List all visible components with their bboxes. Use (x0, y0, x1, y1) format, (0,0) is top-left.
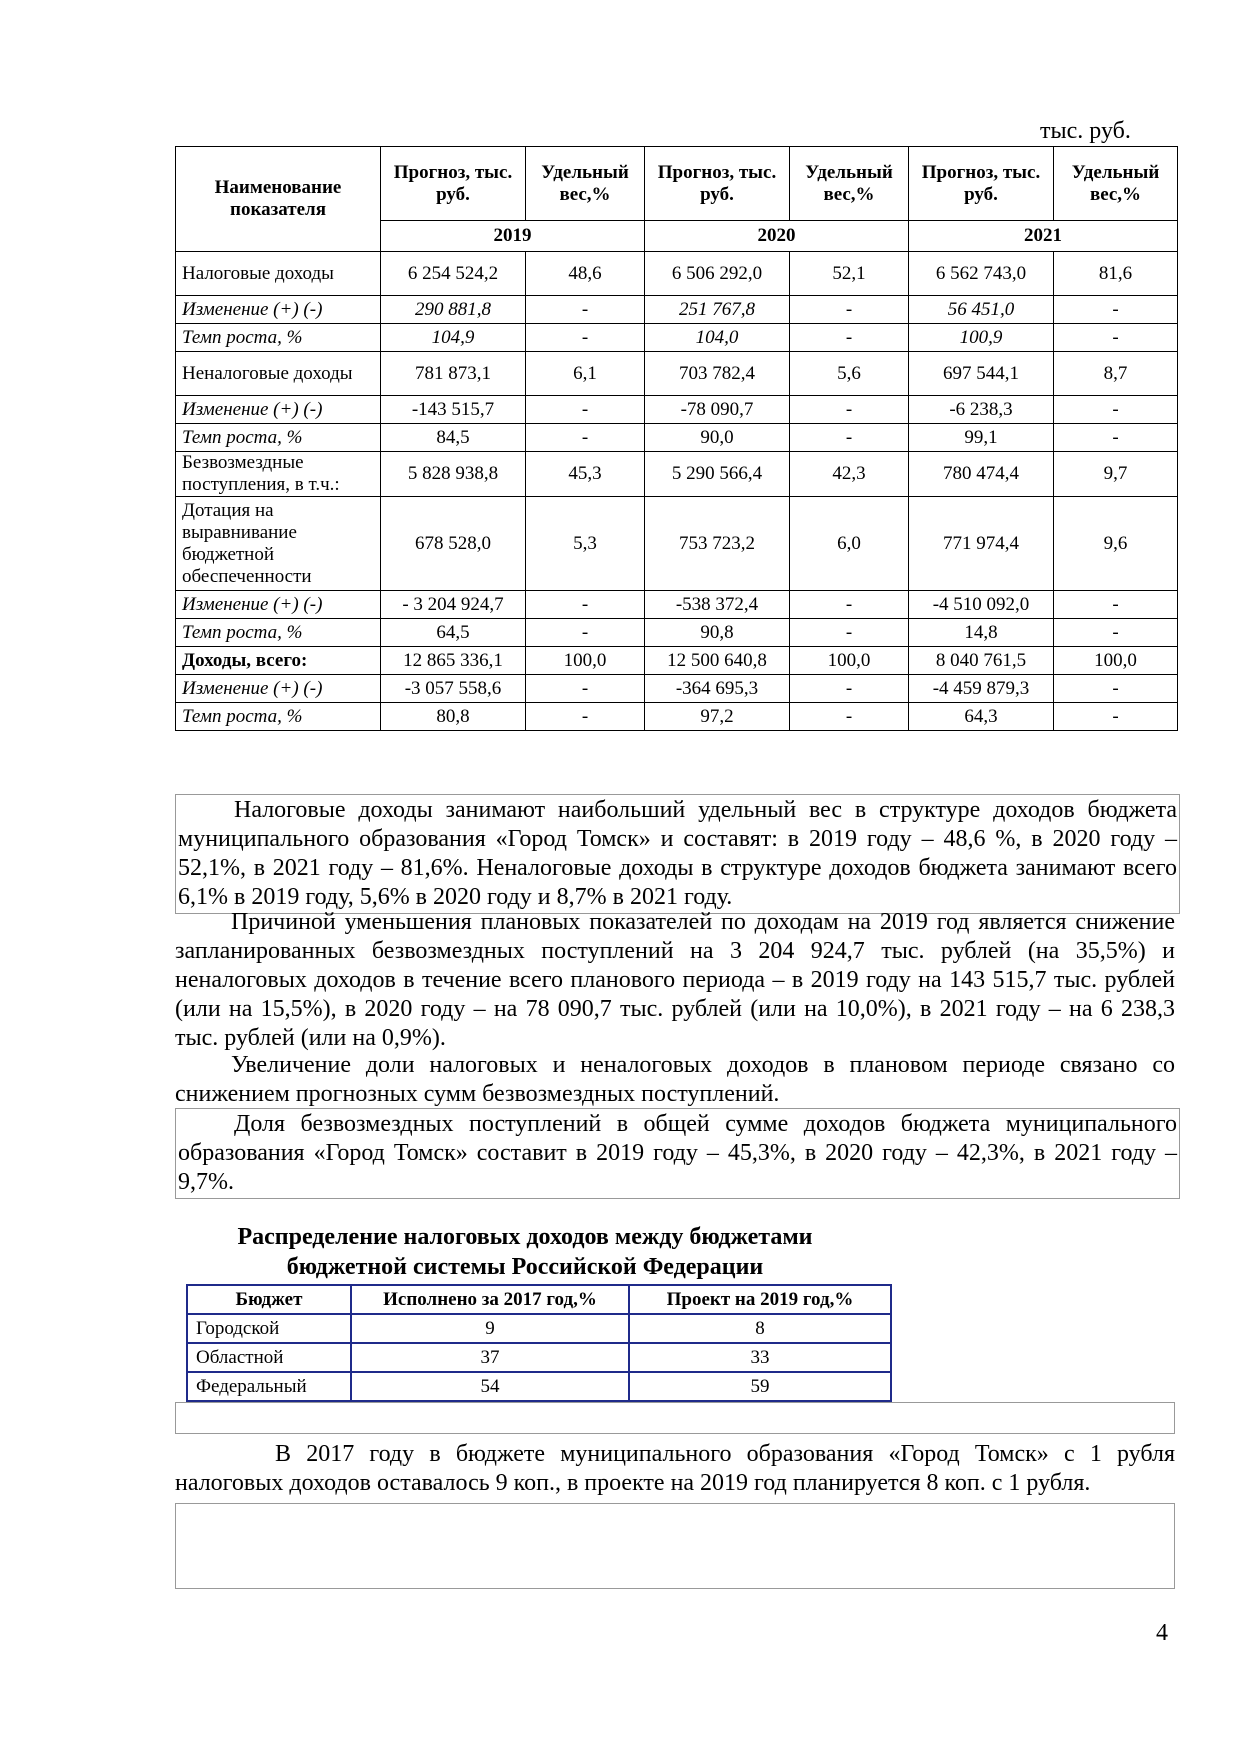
row-label: Доходы, всего: (176, 647, 381, 675)
forecast-value: 753 723,2 (645, 497, 790, 591)
weight-value: - (790, 424, 909, 452)
forecast-value: 90,0 (645, 424, 790, 452)
executed-value: 9 (351, 1314, 629, 1343)
row-label: Темп роста, % (176, 324, 381, 352)
header-budget: Бюджет (187, 1285, 351, 1314)
executed-value: 37 (351, 1343, 629, 1372)
executed-value: 54 (351, 1372, 629, 1401)
weight-value: - (790, 396, 909, 424)
table-row (176, 591, 1178, 619)
unit-note: тыс. руб. (1040, 118, 1131, 144)
weight-value: 45,3 (526, 452, 645, 497)
table-row (176, 675, 1178, 703)
weight-value: - (526, 324, 645, 352)
weight-value: - (526, 619, 645, 647)
weight-value: 100,0 (1054, 647, 1178, 675)
forecast-value: 14,8 (909, 619, 1054, 647)
forecast-value: 99,1 (909, 424, 1054, 452)
row-label: Изменение (+) (-) (176, 396, 381, 424)
forecast-value: 6 254 524,2 (381, 252, 526, 296)
weight-value: 9,7 (1054, 452, 1178, 497)
table-row (176, 324, 1178, 352)
row-label: Изменение (+) (-) (176, 591, 381, 619)
project-value: 59 (629, 1372, 891, 1401)
weight-value: - (1054, 591, 1178, 619)
forecast-value: 8 040 761,5 (909, 647, 1054, 675)
header-forecast: Прогноз, тыс. руб. (909, 147, 1054, 221)
paragraph-grant-share: Доля безвозмездных поступлений в общей сумме доходов бюджета муниципального образования «Город Томск» составит в 2019 году – 45,3%, в 2020 году – 42,3%, в 2021 году – 9,7%. (175, 1108, 1180, 1199)
table-row (176, 296, 1178, 324)
table-row (176, 252, 1178, 296)
budget-name: Областной (187, 1343, 351, 1372)
weight-value: 81,6 (1054, 252, 1178, 296)
forecast-value: 64,3 (909, 703, 1054, 731)
header-weight: Удельный вес,% (790, 147, 909, 221)
weight-value: 9,6 (1054, 497, 1178, 591)
weight-value: 42,3 (790, 452, 909, 497)
forecast-value: -364 695,3 (645, 675, 790, 703)
forecast-value: 90,8 (645, 619, 790, 647)
table-row (176, 619, 1178, 647)
weight-value: - (1054, 675, 1178, 703)
header-forecast: Прогноз, тыс. руб. (381, 147, 526, 221)
forecast-value: 5 828 938,8 (381, 452, 526, 497)
empty-frame (175, 1402, 1175, 1434)
forecast-value: 771 974,4 (909, 497, 1054, 591)
page-number: 4 (1156, 1620, 1168, 1646)
forecast-value: 678 528,0 (381, 497, 526, 591)
forecast-value: 5 290 566,4 (645, 452, 790, 497)
header-weight: Удельный вес,% (526, 147, 645, 221)
paragraph-decrease-reason: Причиной уменьшения плановых показателей по доходам на 2019 год является снижение запланированных безвозмездных поступлений на 3 204 924,7 тыс. рублей (на 35,5%) и неналоговых доходов в течение всего планового периода – в 2019 году на 143 515,7 тыс. рублей (или на 15,5%), в 2020 году – на 78 090,7 тыс. рублей (или на 10,0%), в 2021 году – на 6 238,3 тыс. рублей (или на 0,9%). (175, 909, 1175, 1051)
forecast-value: 84,5 (381, 424, 526, 452)
paragraph-tax-share: Налоговые доходы занимают наибольший удельный вес в структуре доходов бюджета муниципального образования «Город Томск» и составят: в 2019 году – 48,6 %, в 2020 году – 52,1%, в 2021 году – 81,6%. Неналоговые доходы в структуре доходов бюджета занимают всего 6,1% в 2019 году, 5,6% в 2020 году и 8,7% в 2021 году. (175, 794, 1180, 914)
row-label: Изменение (+) (-) (176, 296, 381, 324)
budget-name: Федеральный (187, 1372, 351, 1401)
forecast-value: 781 873,1 (381, 352, 526, 396)
paragraph-share-increase: Увеличение доли налоговых и неналоговых доходов в плановом периоде связано со снижением прогнозных сумм безвозмездных поступлений. (175, 1052, 1175, 1107)
forecast-value: 12 500 640,8 (645, 647, 790, 675)
forecast-value: 290 881,8 (381, 296, 526, 324)
forecast-value: 697 544,1 (909, 352, 1054, 396)
weight-value: - (790, 703, 909, 731)
forecast-value: 12 865 336,1 (381, 647, 526, 675)
weight-value: - (790, 296, 909, 324)
project-value: 33 (629, 1343, 891, 1372)
header-year: 2020 (645, 221, 909, 252)
row-label: Темп роста, % (176, 424, 381, 452)
forecast-value: -4 459 879,3 (909, 675, 1054, 703)
forecast-value: 80,8 (381, 703, 526, 731)
table-row (176, 424, 1178, 452)
header-name: Наименование показателя (176, 147, 381, 252)
weight-value: 5,6 (790, 352, 909, 396)
forecast-value: 100,9 (909, 324, 1054, 352)
distribution-title: Распределение налоговых доходов между бюджетами бюджетной системы Российской Федерации (237, 1224, 813, 1280)
weight-value: 100,0 (526, 647, 645, 675)
weight-value: - (1054, 424, 1178, 452)
table-row (176, 703, 1178, 731)
forecast-value: -143 515,7 (381, 396, 526, 424)
weight-value: - (1054, 619, 1178, 647)
forecast-value: 104,0 (645, 324, 790, 352)
distribution-table (186, 1284, 892, 1402)
weight-value: - (526, 296, 645, 324)
revenue-table (175, 146, 1178, 731)
header-executed-2017: Исполнено за 2017 год,% (351, 1285, 629, 1314)
forecast-value: 6 562 743,0 (909, 252, 1054, 296)
weight-value: - (1054, 324, 1178, 352)
weight-value: - (790, 591, 909, 619)
weight-value: - (526, 591, 645, 619)
forecast-value: -3 057 558,6 (381, 675, 526, 703)
header-year: 2021 (909, 221, 1178, 252)
weight-value: - (526, 703, 645, 731)
weight-value: 8,7 (1054, 352, 1178, 396)
forecast-value: -6 238,3 (909, 396, 1054, 424)
row-label: Изменение (+) (-) (176, 675, 381, 703)
forecast-value: - 3 204 924,7 (381, 591, 526, 619)
weight-value: - (1054, 296, 1178, 324)
table-row (187, 1372, 891, 1401)
weight-value: - (1054, 703, 1178, 731)
forecast-value: -538 372,4 (645, 591, 790, 619)
header-forecast: Прогноз, тыс. руб. (645, 147, 790, 221)
table-row (176, 396, 1178, 424)
forecast-value: 104,9 (381, 324, 526, 352)
forecast-value: -78 090,7 (645, 396, 790, 424)
weight-value: 100,0 (790, 647, 909, 675)
weight-value: - (1054, 396, 1178, 424)
weight-value: - (790, 324, 909, 352)
row-label: Безвозмездные поступления, в т.ч.: (176, 452, 381, 497)
row-label: Дотация на выравнивание бюджетной обеспеченности (176, 497, 381, 591)
budget-name: Городской (187, 1314, 351, 1343)
forecast-value: 251 767,8 (645, 296, 790, 324)
weight-value: - (790, 675, 909, 703)
weight-value: - (526, 675, 645, 703)
table-row (187, 1343, 891, 1372)
forecast-value: 97,2 (645, 703, 790, 731)
forecast-value: 64,5 (381, 619, 526, 647)
weight-value: - (526, 396, 645, 424)
weight-value: - (526, 424, 645, 452)
forecast-value: 6 506 292,0 (645, 252, 790, 296)
table-row (176, 647, 1178, 675)
row-label: Темп роста, % (176, 619, 381, 647)
weight-value: 5,3 (526, 497, 645, 591)
forecast-value: -4 510 092,0 (909, 591, 1054, 619)
weight-value: 6,1 (526, 352, 645, 396)
weight-value: 48,6 (526, 252, 645, 296)
header-weight: Удельный вес,% (1054, 147, 1178, 221)
table-row (176, 352, 1178, 396)
weight-value: 6,0 (790, 497, 909, 591)
forecast-value: 56 451,0 (909, 296, 1054, 324)
table-row (187, 1314, 891, 1343)
header-project-2019: Проект на 2019 год,% (629, 1285, 891, 1314)
table-row (176, 452, 1178, 497)
forecast-value: 780 474,4 (909, 452, 1054, 497)
paragraph-kopecks: В 2017 году в бюджете муниципального образования «Город Томск» с 1 рубля налоговых доходов оставалось 9 коп., в проекте на 2019 год планируется 8 коп. с 1 рубля. (175, 1441, 1175, 1496)
weight-value: 52,1 (790, 252, 909, 296)
row-label: Неналоговые доходы (176, 352, 381, 396)
row-label: Темп роста, % (176, 703, 381, 731)
forecast-value: 703 782,4 (645, 352, 790, 396)
table-row (176, 497, 1178, 591)
empty-frame (175, 1503, 1175, 1589)
header-year: 2019 (381, 221, 645, 252)
weight-value: - (790, 619, 909, 647)
row-label: Налоговые доходы (176, 252, 381, 296)
project-value: 8 (629, 1314, 891, 1343)
